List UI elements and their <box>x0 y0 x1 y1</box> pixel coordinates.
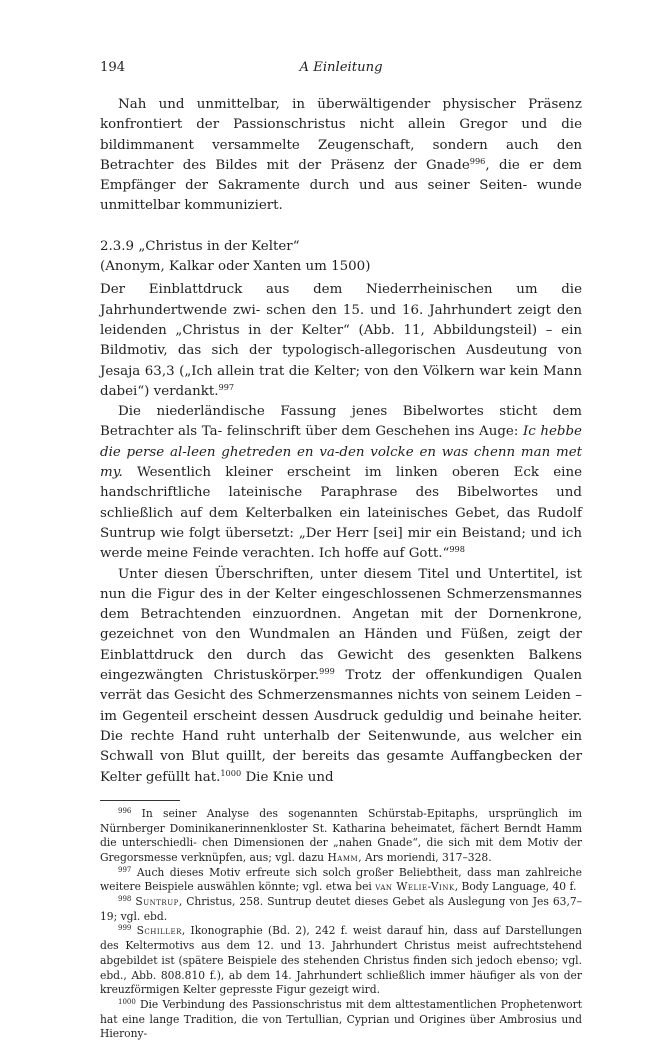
main-text <box>100 95 582 788</box>
footnote-ref[interactable]: 996 <box>469 155 486 166</box>
footnote: $^{997}$ Auch dieses Motiv erfreute sich solch großer Beliebtheit, dass man zahlreiche weitere Beispiele auswählen könnte; vgl. etwa bei van Welie-Vink, Body Language, 40 f. <box>100 865 582 894</box>
footnote-ref[interactable]: 997 <box>218 381 235 392</box>
footnote-ref[interactable]: 1000 <box>220 767 242 778</box>
footnote-rule <box>100 800 180 801</box>
paragraph: Nah und unmittelbar, in überwältigender physischer Präsenz konfrontiert der Passionschristus nicht allein Gregor und die bildimmanent versammelte Zeugenschaft, sondern auch den Betrachter des Bildes mit der Präsenz der Gnade$^{996}$, die er dem Empfänger der Sakramente durch und aus seiner Seiten- wunde unmittelbar kommuniziert. <box>100 97 582 214</box>
paragraph: Unter diesen Überschriften, unter diesem Titel und Untertitel, ist nun die Figur des in der Kelter eingeschlossenen Schmerzensmannes dem Betrachtenden einzuordnen. Angetan mit der Dornenkrone, gezeichnet von den Wundmalen an Händen und Füßen, zeigt der Einblattdruck den durch das Gewicht des gesenkten Balkens eingezwängten Christuskörper.$^{999}$ Trotz der offenkundigen Qualen verrät das Gesicht des Schmerzensmannes nichts von seinem Leiden – im Gegenteil erscheint dessen Ausdruck geduldig und beinahe heiter. Die rechte Hand ruht unterhalb der Seitenwunde, aus welcher ein Schwall von Blut quillt, der bereits das gesamte Auffangbecken der Kelter gefüllt hat.$^{1000}$ Die Knie und <box>100 566 582 785</box>
section-heading <box>100 237 582 278</box>
footnote: $^{1000}$ Die Verbindung des Passionschristus mit dem alttestamentlichen Prophetenwort hat eine lange Tradition, die von Tertullian, Cyprian und Origines über Ambrosius und Hierony- <box>100 997 582 1041</box>
footnote-ref[interactable]: 999 <box>319 666 335 677</box>
page-number: 194 <box>100 60 126 75</box>
running-title: A Einleitung <box>299 60 383 75</box>
footnote: $^{998}$ Suntrup, Christus, 258. Suntrup deutet dieses Gebet als Auslegung von Jes 63,7–19; vgl. ebd. <box>100 895 582 923</box>
paragraph: Der Einblattdruck aus dem Niederrheinischen um die Jahrhundertwende zwi- schen den 15. und 16. Jahrhundert zeigt den leidenden „Christus in der Kelter“ (Abb. 11, Abbildungsteil) – ein Bildmotiv, das sich der typologisch-allegorischen Ausdeutung von Jesaja 63,3 („Ich allein trat die Kelter; von den Völkern war kein Mann dabei“) verdankt.$^{997}$ <box>100 282 582 399</box>
footnote: $^{999}$ Schiller, Ikonographie (Bd. 2), 242 f. weist darauf hin, dass auf Darstellungen des Keltermotivs aus dem 12. und 13. Jahrhundert Christus meist aufrechtstehend abgebildet ist (spätere Beispiele des stehenden Christus finden sich jedoch ebenso; vgl. ebd., Abb. 808.810 f.), ab dem 14. Jahrhundert schließlich immer häufiger als von der kreuzförmigen Kelter gepresste Figur gezeigt wird. <box>100 924 582 997</box>
section-subtitle: (Anonym, Kalkar oder Xanten um 1500) <box>100 259 371 275</box>
section-title: 2.3.9 „Christus in der Kelter“ <box>100 238 300 254</box>
footnote-ref[interactable]: 998 <box>449 544 465 555</box>
paragraph: Die niederländische Fassung jenes Bibelwortes sticht dem Betrachter als Ta- felinschrift über dem Geschehen ins Auge: Ic hebbe die perse al-leen ghetreden en va-den volcke en was chenn man met my. Wesentlich kleiner erscheint im linken oberen Eck eine handschriftliche lateinische Paraphrase des Bibelwortes und schließlich auf dem Kelterbalken ein lateinisches Gebet, das Rudolf Suntrup wie folgt übersetzt: „Der Herr [sei] mir ein Beistand; und ich werde meine Feinde verachten. Ich hoffe auf Gott.“$^{998}$ <box>100 404 582 562</box>
page <box>100 60 582 1042</box>
footnote: $^{996}$ In seiner Analyse des sogenannten Schürstab-Epitaphs, ursprünglich im Nürnberger Dominikanerinnenkloster St. Katharina beheimatet, fächert Berndt Hamm die unterschiedli- chen Dimensionen der „nahen Gnade“, die sich mit dem Motiv der Gregorsmesse verknüpfen, aus; vgl. dazu Hamm, Ars moriendi, 317–328. <box>100 806 582 864</box>
footnotes <box>100 807 582 1042</box>
inscription-quote: Ic hebbe die perse al-leen ghetreden en va-den volcke en was chenn man met my. <box>100 424 582 481</box>
running-header <box>100 60 582 82</box>
